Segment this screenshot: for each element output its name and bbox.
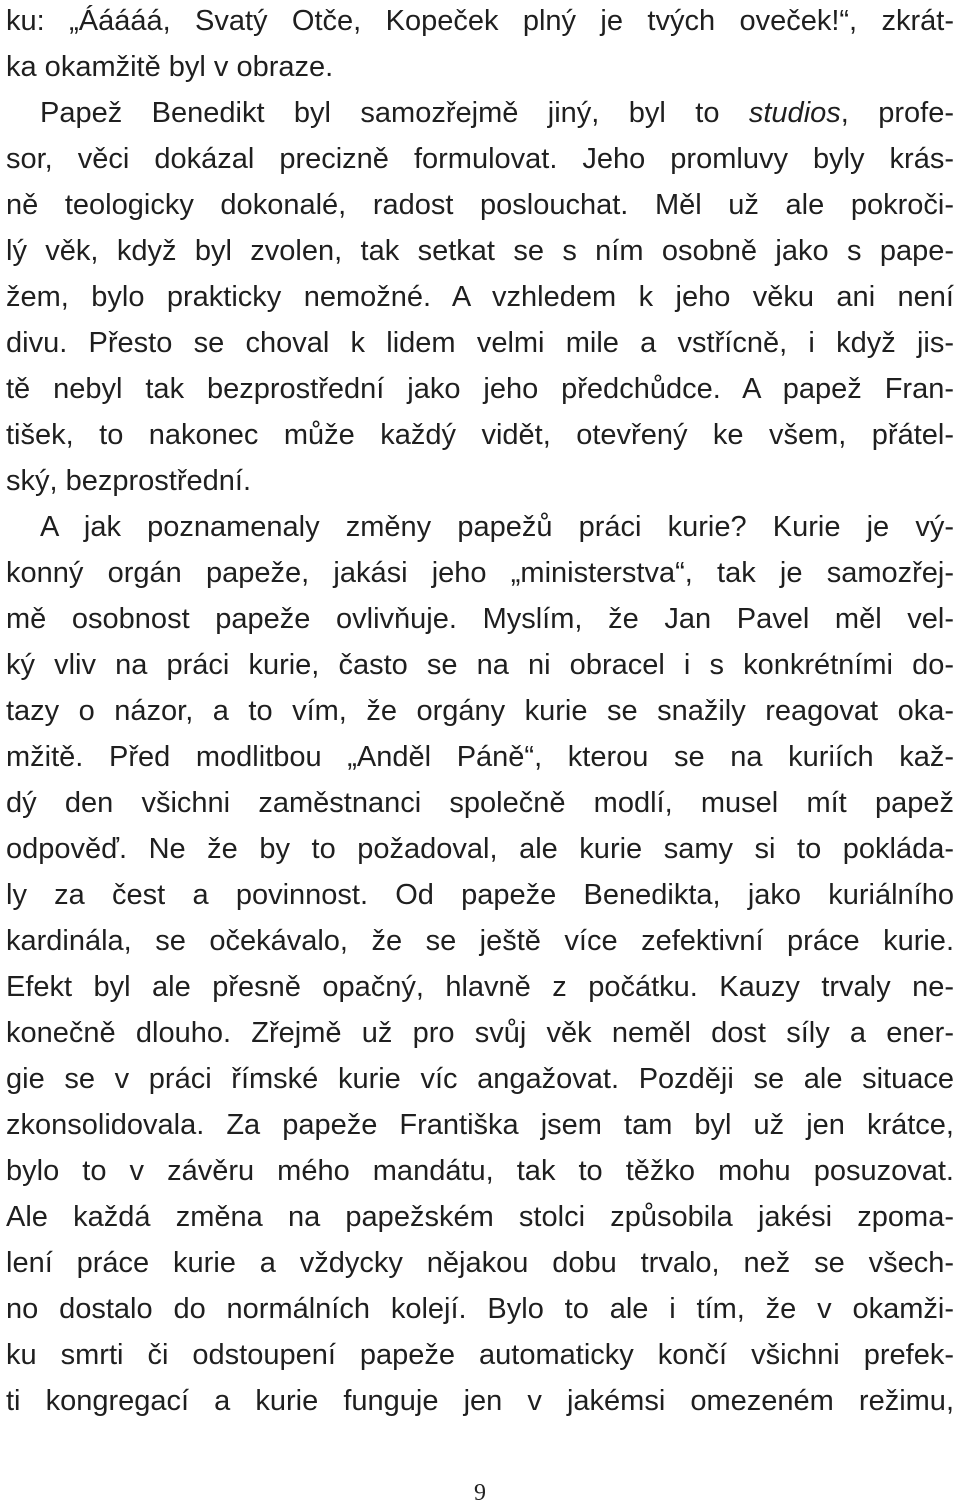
text-line: Papež Benedikt byl samozřejmě jiný, byl to studios, profe-	[40, 97, 955, 129]
italic-word: studios	[748, 97, 841, 129]
text-line: dý den všichni zaměstnanci společně modlí, musel mít papež	[6, 787, 954, 819]
text-line: mžitě. Před modlitbou „Anděl Páně“, kterou se na kuriích kaž-	[6, 741, 954, 773]
text-line: bylo to v závěru mého mandátu, tak to těžko mohu posuzovat.	[6, 1155, 954, 1187]
text-line: ly za čest a povinnost. Od papeže Benedikta, jako kuriálního	[6, 879, 954, 911]
text-line: mě osobnost papeže ovlivňuje. Myslím, že Jan Pavel měl vel-	[6, 603, 954, 635]
text-line: ka okamžitě byl v obraze.	[6, 51, 334, 83]
text-line: tišek, to nakonec může každý vidět, otevřený ke všem, přátel-	[6, 419, 954, 451]
text-line: tě nebyl tak bezprostřední jako jeho předchůdce. A papež Fran-	[6, 373, 954, 405]
text-line: Efekt byl ale přesně opačný, hlavně z počátku. Kauzy trvaly ne-	[6, 971, 954, 1003]
text-line: ký vliv na práci kurie, často se na ni obracel i s konkrétními do-	[6, 649, 954, 681]
text-line: konný orgán papeže, jakási jeho „ministerstva“, tak je samozřej-	[6, 557, 954, 589]
text-line: sor, věci dokázal precizně formulovat. Jeho promluvy byly krás-	[6, 143, 954, 175]
text-line: lení práce kurie a vždycky nějakou dobu trvalo, než se všech-	[6, 1247, 954, 1279]
text-line: lý věk, když byl zvolen, tak setkat se s ním osobně jako s pape-	[6, 235, 954, 267]
text-line: tazy o názor, a to vím, že orgány kurie se snažily reagovat oka-	[6, 695, 954, 727]
text-line: ku: „Ááááá, Svatý Otče, Kopeček plný je tvých oveček!“, zkrát-	[6, 5, 954, 37]
text-line: ský, bezprostřední.	[6, 465, 251, 497]
text-line: kardinála, se očekávalo, že se ještě více zefektivní práce kurie.	[6, 925, 954, 957]
text-line: gie se v práci římské kurie víc angažovat. Později se ale situace	[6, 1063, 954, 1095]
text-line: divu. Přesto se choval k lidem velmi mile a vstřícně, i když jis-	[6, 327, 954, 359]
text-line: konečně dlouho. Zřejmě už pro svůj věk neměl dost síly a ener-	[6, 1017, 954, 1049]
text-line: ku smrti či odstoupení papeže automaticky končí všichni prefek-	[6, 1339, 954, 1371]
text-line: odpověď. Ne že by to požadoval, ale kurie samy si to pokláda-	[6, 833, 954, 865]
text-line: žem, bylo prakticky nemožné. A vzhledem k jeho věku ani není	[6, 281, 954, 313]
text-line: A jak poznamenaly změny papežů práci kurie? Kurie je vý-	[40, 511, 954, 543]
text-line: ti kongregací a kurie funguje jen v jakémsi omezeném režimu,	[6, 1385, 954, 1417]
text-line: ně teologicky dokonalé, radost poslouchat. Měl už ale pokroči-	[6, 189, 954, 221]
text-line: zkonsolidovala. Za papeže Františka jsem tam byl už jen krátce,	[6, 1109, 954, 1141]
page-number: 9	[474, 1480, 486, 1506]
text-line: no dostalo do normálních kolejí. Bylo to ale i tím, že v okamži-	[6, 1293, 954, 1325]
text-line: Ale každá změna na papežském stolci způsobila jakési zpoma-	[6, 1201, 954, 1233]
